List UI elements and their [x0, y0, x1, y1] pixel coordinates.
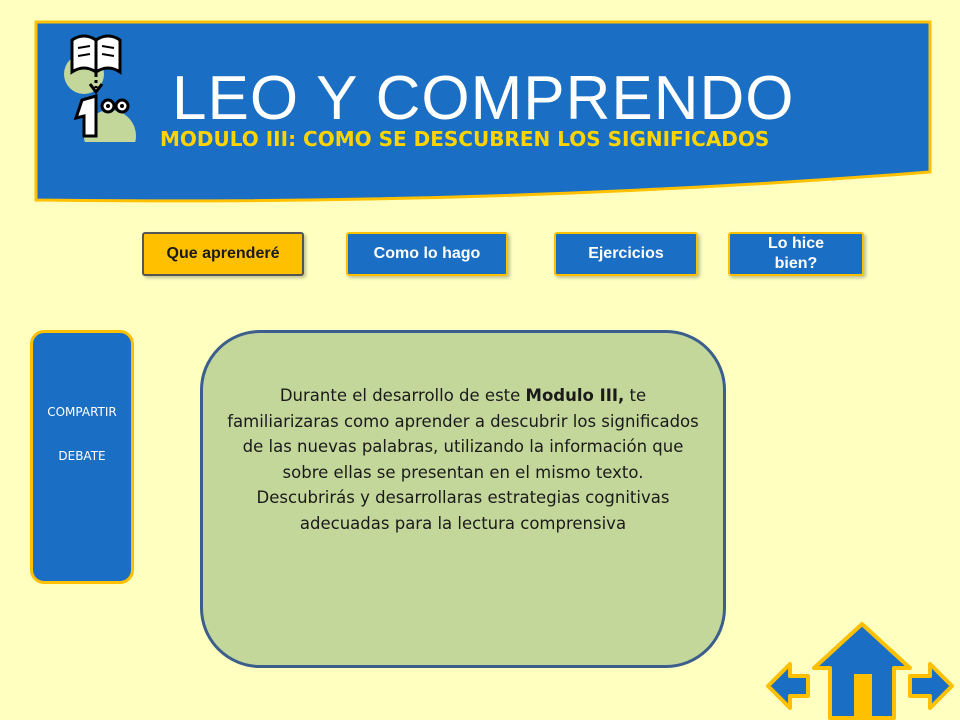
- nav-button-ejercicios[interactable]: Ejercicios: [554, 232, 698, 276]
- home-icon[interactable]: [808, 620, 916, 720]
- reading-logo-icon: [62, 26, 142, 142]
- content-para1-start: Durante el desarrollo de este: [279, 386, 526, 405]
- content-para1-end: te familiarizaras como aprender a descubrir los significados de las nuevas palabras, utilizando la información que sobre ellas se presentan en el mismo texto.: [227, 386, 699, 482]
- content-module-name: Modulo III,: [525, 386, 625, 405]
- side-panel: [30, 330, 134, 584]
- module-subtitle: MODULO III: COMO SE DESCUBREN LOS SIGNIFICADOS: [160, 127, 770, 151]
- arrow-right-icon[interactable]: [906, 660, 956, 712]
- nav-button-que-aprendere[interactable]: Que aprenderé: [142, 232, 304, 276]
- content-box: [200, 330, 726, 668]
- arrow-left-icon[interactable]: [764, 660, 812, 712]
- content-paragraph-2: Descubrirás y desarrollaras estrategias cognitivas adecuadas para la lectura comprensiva: [256, 488, 670, 533]
- nav-button-lo-hice-bien-label: Lo hice bien?: [767, 235, 824, 272]
- nav-button-como-lo-hago[interactable]: Como lo hago: [346, 232, 508, 276]
- content-paragraph-1: [223, 383, 703, 485]
- side-item-compartir[interactable]: COMPARTIR: [47, 405, 117, 419]
- nav-button-lo-hice-bien[interactable]: [728, 232, 864, 276]
- page-title: LEO Y COMPRENDO: [172, 64, 795, 133]
- side-item-debate[interactable]: DEBATE: [58, 449, 106, 463]
